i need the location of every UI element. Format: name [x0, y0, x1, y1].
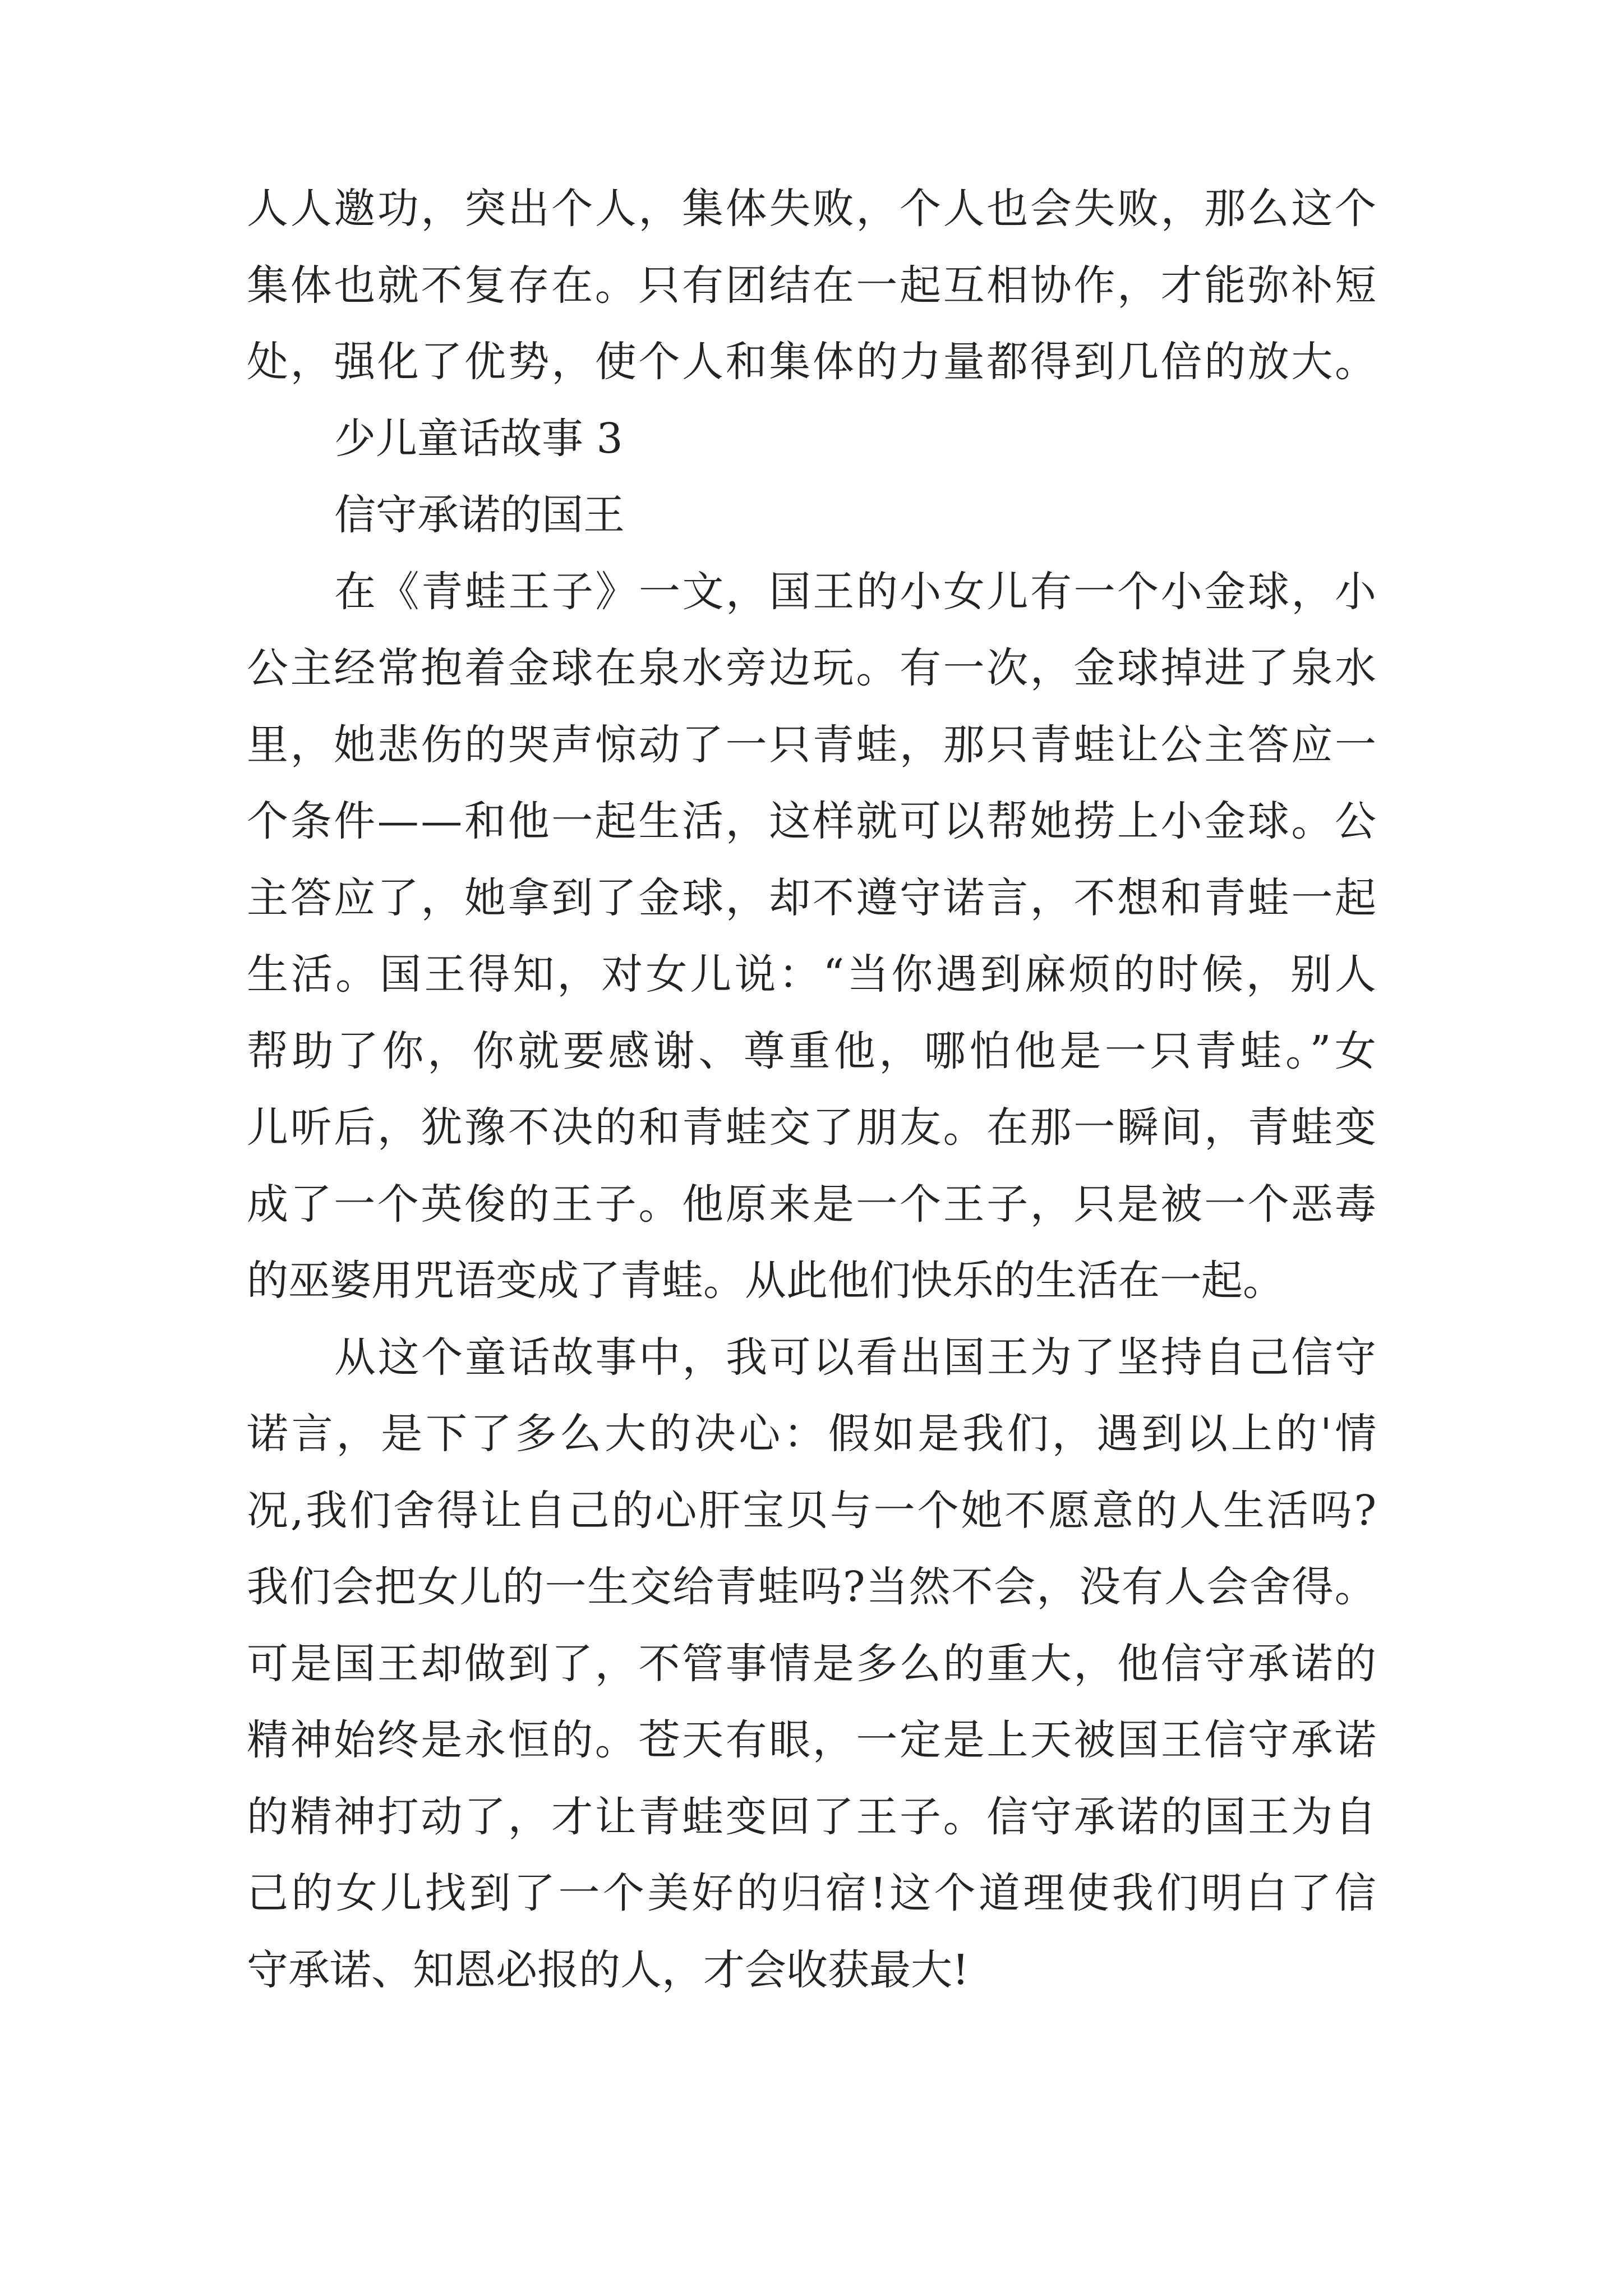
section-heading: 少儿童话故事 3	[334, 414, 623, 463]
body-text-line: 儿听后，犹豫不决的和青蛙交了朋友。在那一瞬间，青蛙变	[247, 1103, 1378, 1152]
body-text-line: 我们会把女儿的一生交给青蛙吗?当然不会，没有人会舍得。	[247, 1563, 1377, 1611]
body-text-line: 集体也就不复存在。只有团结在一起互相协作，才能弥补短	[247, 261, 1378, 310]
story-title: 信守承诺的国王	[334, 491, 625, 539]
body-text-line: 可是国王却做到了，不管事情是多么的重大，他信守承诺的	[247, 1639, 1378, 1688]
body-text-line: 的巫婆用咒语变成了青蛙。从此他们快乐的生活在一起。	[247, 1257, 1284, 1305]
body-text-line: 从这个童话故事中，我可以看出国王为了坚持自己信守	[334, 1333, 1378, 1382]
body-text-line: 精神始终是永恒的。苍天有眼，一定是上天被国王信守承诺	[247, 1716, 1378, 1764]
body-text-line: 况,我们舍得让自己的心肝宝贝与一个她不愿意的人生活吗?	[247, 1486, 1379, 1535]
body-text-line: 人人邀功，突出个人，集体失败，个人也会失败，那么这个	[247, 185, 1378, 233]
body-text-line: 处，强化了优势，使个人和集体的力量都得到几倍的放大。	[247, 338, 1378, 386]
body-text-line: 在《青蛙王子》一文，国王的小女儿有一个小金球，小	[334, 567, 1378, 616]
body-text-line: 帮助了你，你就要感谢、尊重他，哪怕他是一只青蛙。”女	[247, 1027, 1380, 1075]
body-text-line: 个条件——和他一起生活，这样就可以帮她捞上小金球。公	[247, 797, 1378, 845]
body-text-line: 守承诺、知恩必报的人，才会收获最大!	[247, 1945, 969, 1994]
body-text-line: 生活。国王得知，对女儿说：“当你遇到麻烦的时候，别人	[247, 950, 1379, 999]
body-text-line: 主答应了，她拿到了金球，却不遵守诺言，不想和青蛙一起	[247, 873, 1378, 922]
body-text-line: 里，她悲伤的哭声惊动了一只青蛙，那只青蛙让公主答应一	[247, 720, 1378, 769]
body-text-line: 己的女儿找到了一个美好的归宿!这个道理使我们明白了信	[247, 1869, 1380, 1917]
body-text-line: 成了一个英俊的王子。他原来是一个王子，只是被一个恶毒	[247, 1180, 1378, 1228]
body-text-line: 公主经常抱着金球在泉水旁边玩。有一次，金球掉进了泉水	[247, 644, 1378, 692]
body-text-line: 的精神打动了，才让青蛙变回了王子。信守承诺的国王为自	[247, 1792, 1378, 1841]
body-text-line: 诺言，是下了多么大的决心：假如是我们，遇到以上的'情	[247, 1410, 1380, 1458]
